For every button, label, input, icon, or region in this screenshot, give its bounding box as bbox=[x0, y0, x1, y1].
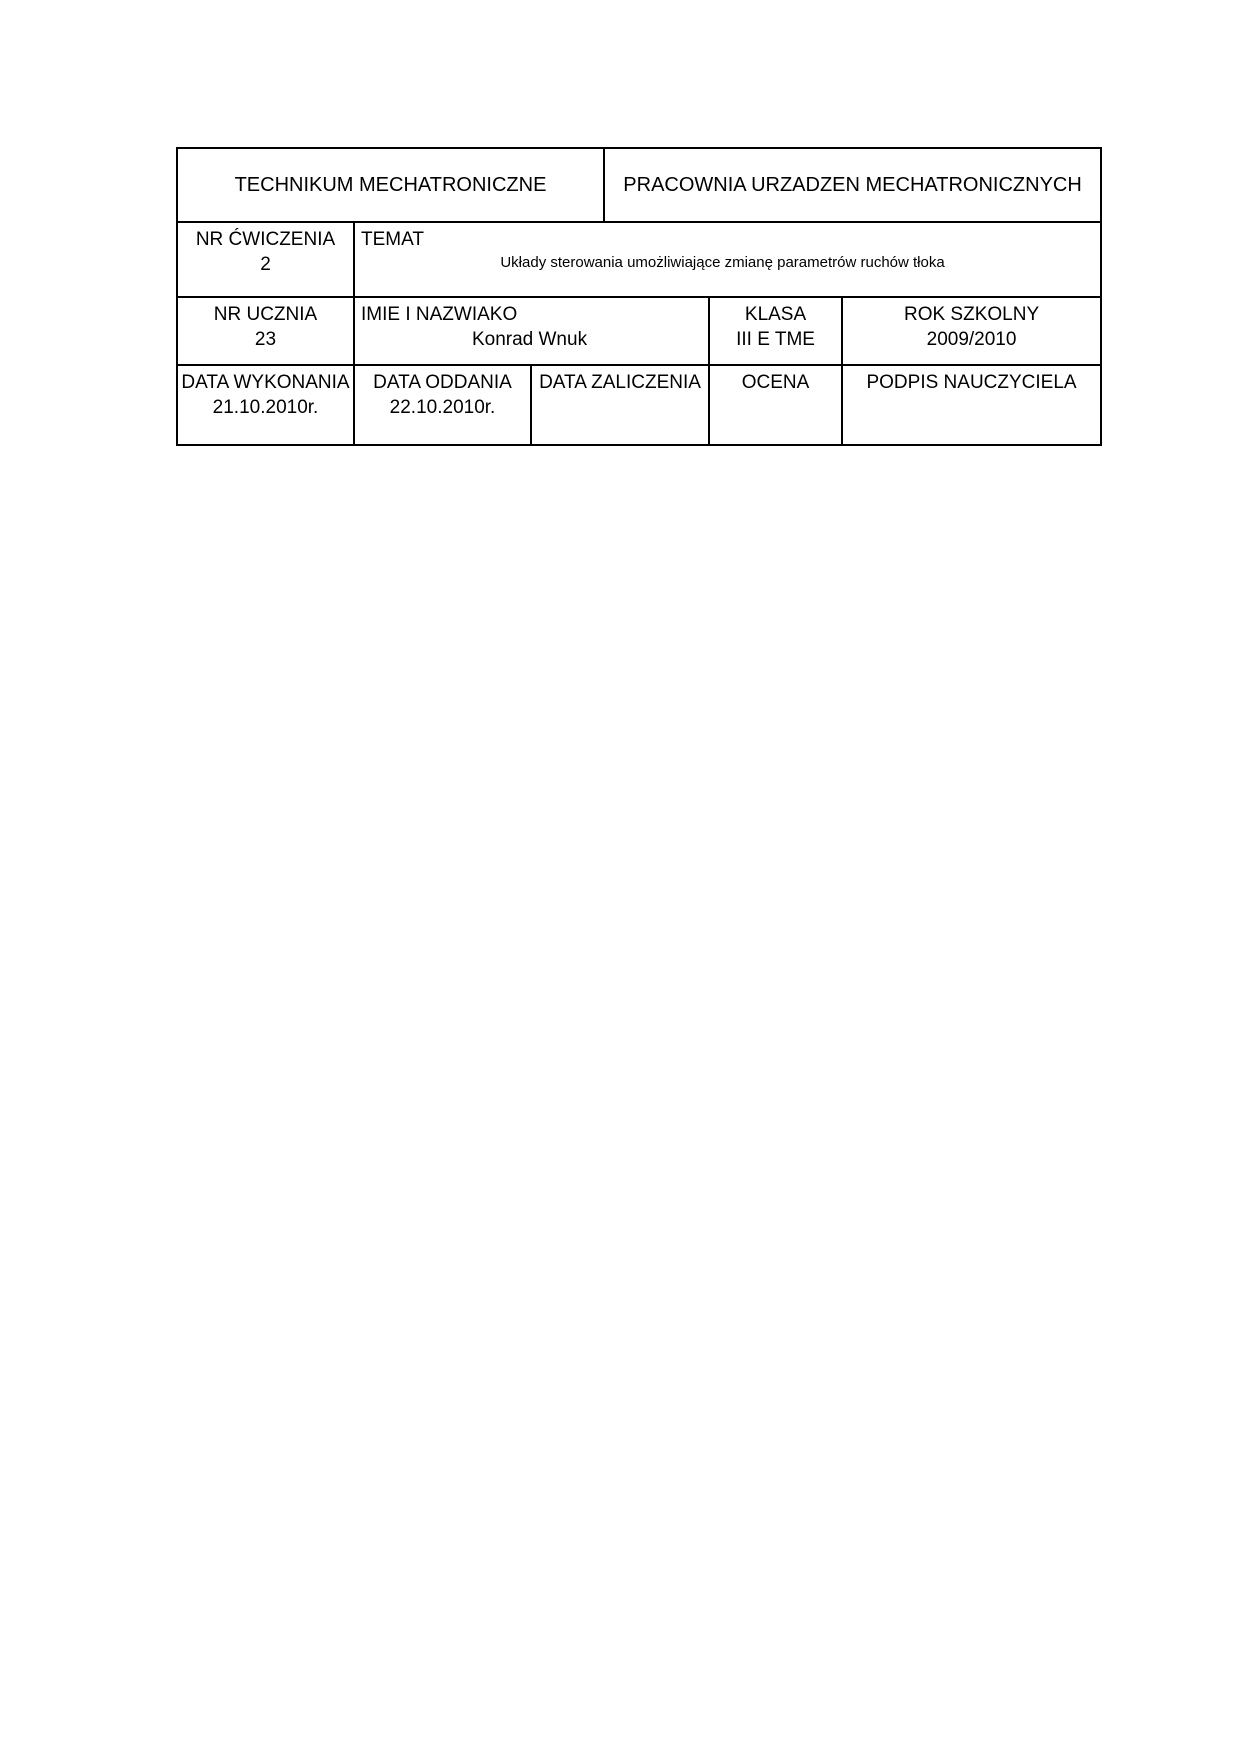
grade-cell bbox=[709, 365, 842, 445]
exercise-number-value: 2 bbox=[260, 254, 271, 275]
class-value: III E TME bbox=[736, 329, 815, 350]
teacher-signature-label: PODPIS NAUCZYCIELA bbox=[866, 372, 1077, 393]
student-number-cell bbox=[177, 297, 354, 365]
date-done-cell bbox=[177, 365, 354, 445]
report-header-table bbox=[176, 147, 1102, 446]
date-submitted-cell bbox=[354, 365, 531, 445]
topic-label: TEMAT bbox=[361, 229, 424, 250]
date-done-label: DATA WYKONANIA bbox=[181, 372, 350, 393]
class-cell bbox=[709, 297, 842, 365]
student-name-cell bbox=[354, 297, 709, 365]
workshop-name: PRACOWNIA URZADZEN MECHATRONICZNYCH bbox=[623, 173, 1082, 196]
date-submitted-label: DATA ODDANIA bbox=[373, 372, 512, 393]
student-row bbox=[177, 297, 1101, 365]
exercise-row bbox=[177, 222, 1101, 297]
topic-cell bbox=[354, 222, 1101, 297]
topic-value: Układy sterowania umożliwiające zmianę parametrów ruchów tłoka bbox=[500, 254, 945, 271]
school-year-value: 2009/2010 bbox=[926, 329, 1017, 350]
student-number-label: NR UCZNIA bbox=[213, 304, 318, 325]
school-name: TECHNIKUM MECHATRONICZNE bbox=[234, 173, 547, 196]
school-year-label: ROK SZKOLNY bbox=[903, 304, 1040, 325]
workshop-cell bbox=[604, 148, 1101, 222]
teacher-signature-cell bbox=[842, 365, 1101, 445]
exercise-number-label: NR ĆWICZENIA bbox=[195, 229, 336, 250]
student-name-label: IMIE I NAZWIAKO bbox=[361, 304, 518, 325]
date-passed-label: DATA ZALICZENIA bbox=[539, 372, 701, 393]
exercise-number-cell bbox=[177, 222, 354, 297]
school-year-cell bbox=[842, 297, 1101, 365]
date-submitted-value: 22.10.2010r. bbox=[389, 397, 496, 418]
class-label: KLASA bbox=[744, 304, 807, 325]
grade-label: OCENA bbox=[741, 372, 810, 393]
header-row bbox=[177, 148, 1101, 222]
dates-row bbox=[177, 365, 1101, 445]
date-passed-cell bbox=[531, 365, 709, 445]
student-name-value: Konrad Wnuk bbox=[471, 329, 588, 350]
date-done-value: 21.10.2010r. bbox=[212, 397, 319, 418]
school-cell bbox=[177, 148, 604, 222]
student-number-value: 23 bbox=[254, 329, 277, 350]
